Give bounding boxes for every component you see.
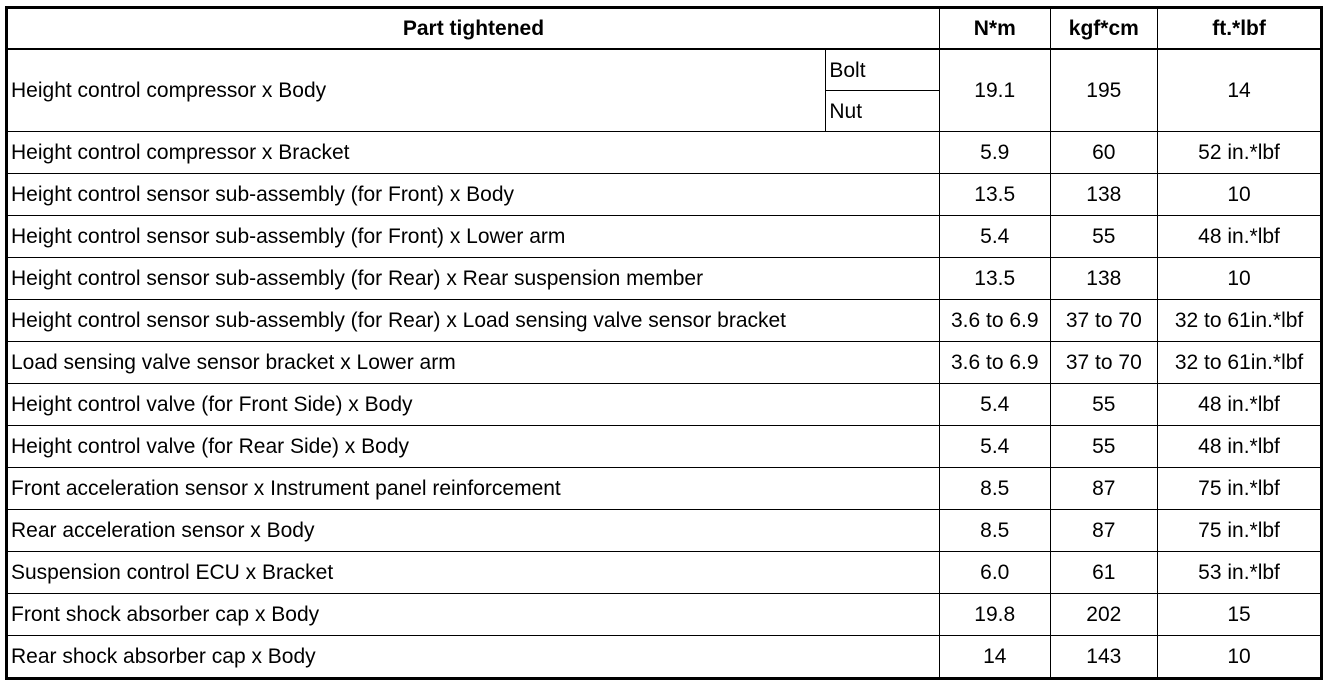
ft-cell: 53 in.*lbf bbox=[1158, 552, 1322, 594]
ft-cell: 10 bbox=[1158, 258, 1322, 300]
table-row bbox=[7, 552, 1322, 594]
ft-cell: 48 in.*lbf bbox=[1158, 216, 1322, 258]
table-row bbox=[7, 132, 1322, 174]
nm-cell: 13.5 bbox=[939, 258, 1050, 300]
table-row bbox=[7, 594, 1322, 636]
fastener-bolt-cell: Bolt bbox=[826, 49, 940, 91]
table-row bbox=[7, 300, 1322, 342]
part-cell: Height control sensor sub-assembly (for Front) x Body bbox=[7, 174, 940, 216]
header-kgf-cm: kgf*cm bbox=[1050, 8, 1158, 50]
part-cell: Height control compressor x Bracket bbox=[7, 132, 940, 174]
ft-cell: 32 to 61in.*lbf bbox=[1158, 342, 1322, 384]
kgf-cell: 60 bbox=[1050, 132, 1158, 174]
torque-spec-table bbox=[5, 6, 1323, 680]
nm-cell: 5.4 bbox=[939, 426, 1050, 468]
ft-cell: 10 bbox=[1158, 636, 1322, 679]
part-cell: Rear shock absorber cap x Body bbox=[7, 636, 940, 679]
header-nm: N*m bbox=[939, 8, 1050, 50]
ft-cell: 15 bbox=[1158, 594, 1322, 636]
part-cell: Load sensing valve sensor bracket x Lower arm bbox=[7, 342, 940, 384]
part-cell: Height control valve (for Rear Side) x Body bbox=[7, 426, 940, 468]
nm-cell: 6.0 bbox=[939, 552, 1050, 594]
nm-cell: 5.4 bbox=[939, 216, 1050, 258]
ft-cell: 52 in.*lbf bbox=[1158, 132, 1322, 174]
table-row bbox=[7, 174, 1322, 216]
table-row bbox=[7, 426, 1322, 468]
part-cell: Height control sensor sub-assembly (for Front) x Lower arm bbox=[7, 216, 940, 258]
kgf-cell: 195 bbox=[1050, 49, 1158, 132]
kgf-cell: 138 bbox=[1050, 174, 1158, 216]
table-row bbox=[7, 342, 1322, 384]
nm-cell: 3.6 to 6.9 bbox=[939, 342, 1050, 384]
nm-cell: 19.1 bbox=[939, 49, 1050, 132]
table-header-row bbox=[7, 8, 1322, 50]
ft-cell: 75 in.*lbf bbox=[1158, 510, 1322, 552]
kgf-cell: 202 bbox=[1050, 594, 1158, 636]
nm-cell: 3.6 to 6.9 bbox=[939, 300, 1050, 342]
header-part-tightened: Part tightened bbox=[7, 8, 940, 50]
ft-cell: 48 in.*lbf bbox=[1158, 384, 1322, 426]
table-row bbox=[7, 216, 1322, 258]
kgf-cell: 55 bbox=[1050, 426, 1158, 468]
part-cell: Height control valve (for Front Side) x Body bbox=[7, 384, 940, 426]
nm-cell: 14 bbox=[939, 636, 1050, 679]
ft-cell: 75 in.*lbf bbox=[1158, 468, 1322, 510]
part-cell: Height control compressor x Body bbox=[7, 49, 826, 132]
table-row bbox=[7, 384, 1322, 426]
kgf-cell: 87 bbox=[1050, 468, 1158, 510]
kgf-cell: 61 bbox=[1050, 552, 1158, 594]
part-cell: Rear acceleration sensor x Body bbox=[7, 510, 940, 552]
header-ft-lbf: ft.*lbf bbox=[1158, 8, 1322, 50]
kgf-cell: 55 bbox=[1050, 216, 1158, 258]
ft-cell: 14 bbox=[1158, 49, 1322, 132]
ft-cell: 10 bbox=[1158, 174, 1322, 216]
part-cell: Front shock absorber cap x Body bbox=[7, 594, 940, 636]
nm-cell: 5.9 bbox=[939, 132, 1050, 174]
nm-cell: 13.5 bbox=[939, 174, 1050, 216]
nm-cell: 19.8 bbox=[939, 594, 1050, 636]
kgf-cell: 37 to 70 bbox=[1050, 300, 1158, 342]
kgf-cell: 143 bbox=[1050, 636, 1158, 679]
table-row bbox=[7, 510, 1322, 552]
kgf-cell: 87 bbox=[1050, 510, 1158, 552]
part-cell: Height control sensor sub-assembly (for Rear) x Load sensing valve sensor bracket bbox=[7, 300, 940, 342]
nm-cell: 8.5 bbox=[939, 510, 1050, 552]
table-row bbox=[7, 49, 1322, 91]
table-row bbox=[7, 636, 1322, 679]
part-cell: Height control sensor sub-assembly (for Rear) x Rear suspension member bbox=[7, 258, 940, 300]
ft-cell: 48 in.*lbf bbox=[1158, 426, 1322, 468]
nm-cell: 5.4 bbox=[939, 384, 1050, 426]
table-row bbox=[7, 258, 1322, 300]
kgf-cell: 55 bbox=[1050, 384, 1158, 426]
kgf-cell: 37 to 70 bbox=[1050, 342, 1158, 384]
part-cell: Suspension control ECU x Bracket bbox=[7, 552, 940, 594]
ft-cell: 32 to 61in.*lbf bbox=[1158, 300, 1322, 342]
nm-cell: 8.5 bbox=[939, 468, 1050, 510]
fastener-nut-cell: Nut bbox=[826, 91, 940, 132]
table-row bbox=[7, 468, 1322, 510]
part-cell: Front acceleration sensor x Instrument panel reinforcement bbox=[7, 468, 940, 510]
kgf-cell: 138 bbox=[1050, 258, 1158, 300]
